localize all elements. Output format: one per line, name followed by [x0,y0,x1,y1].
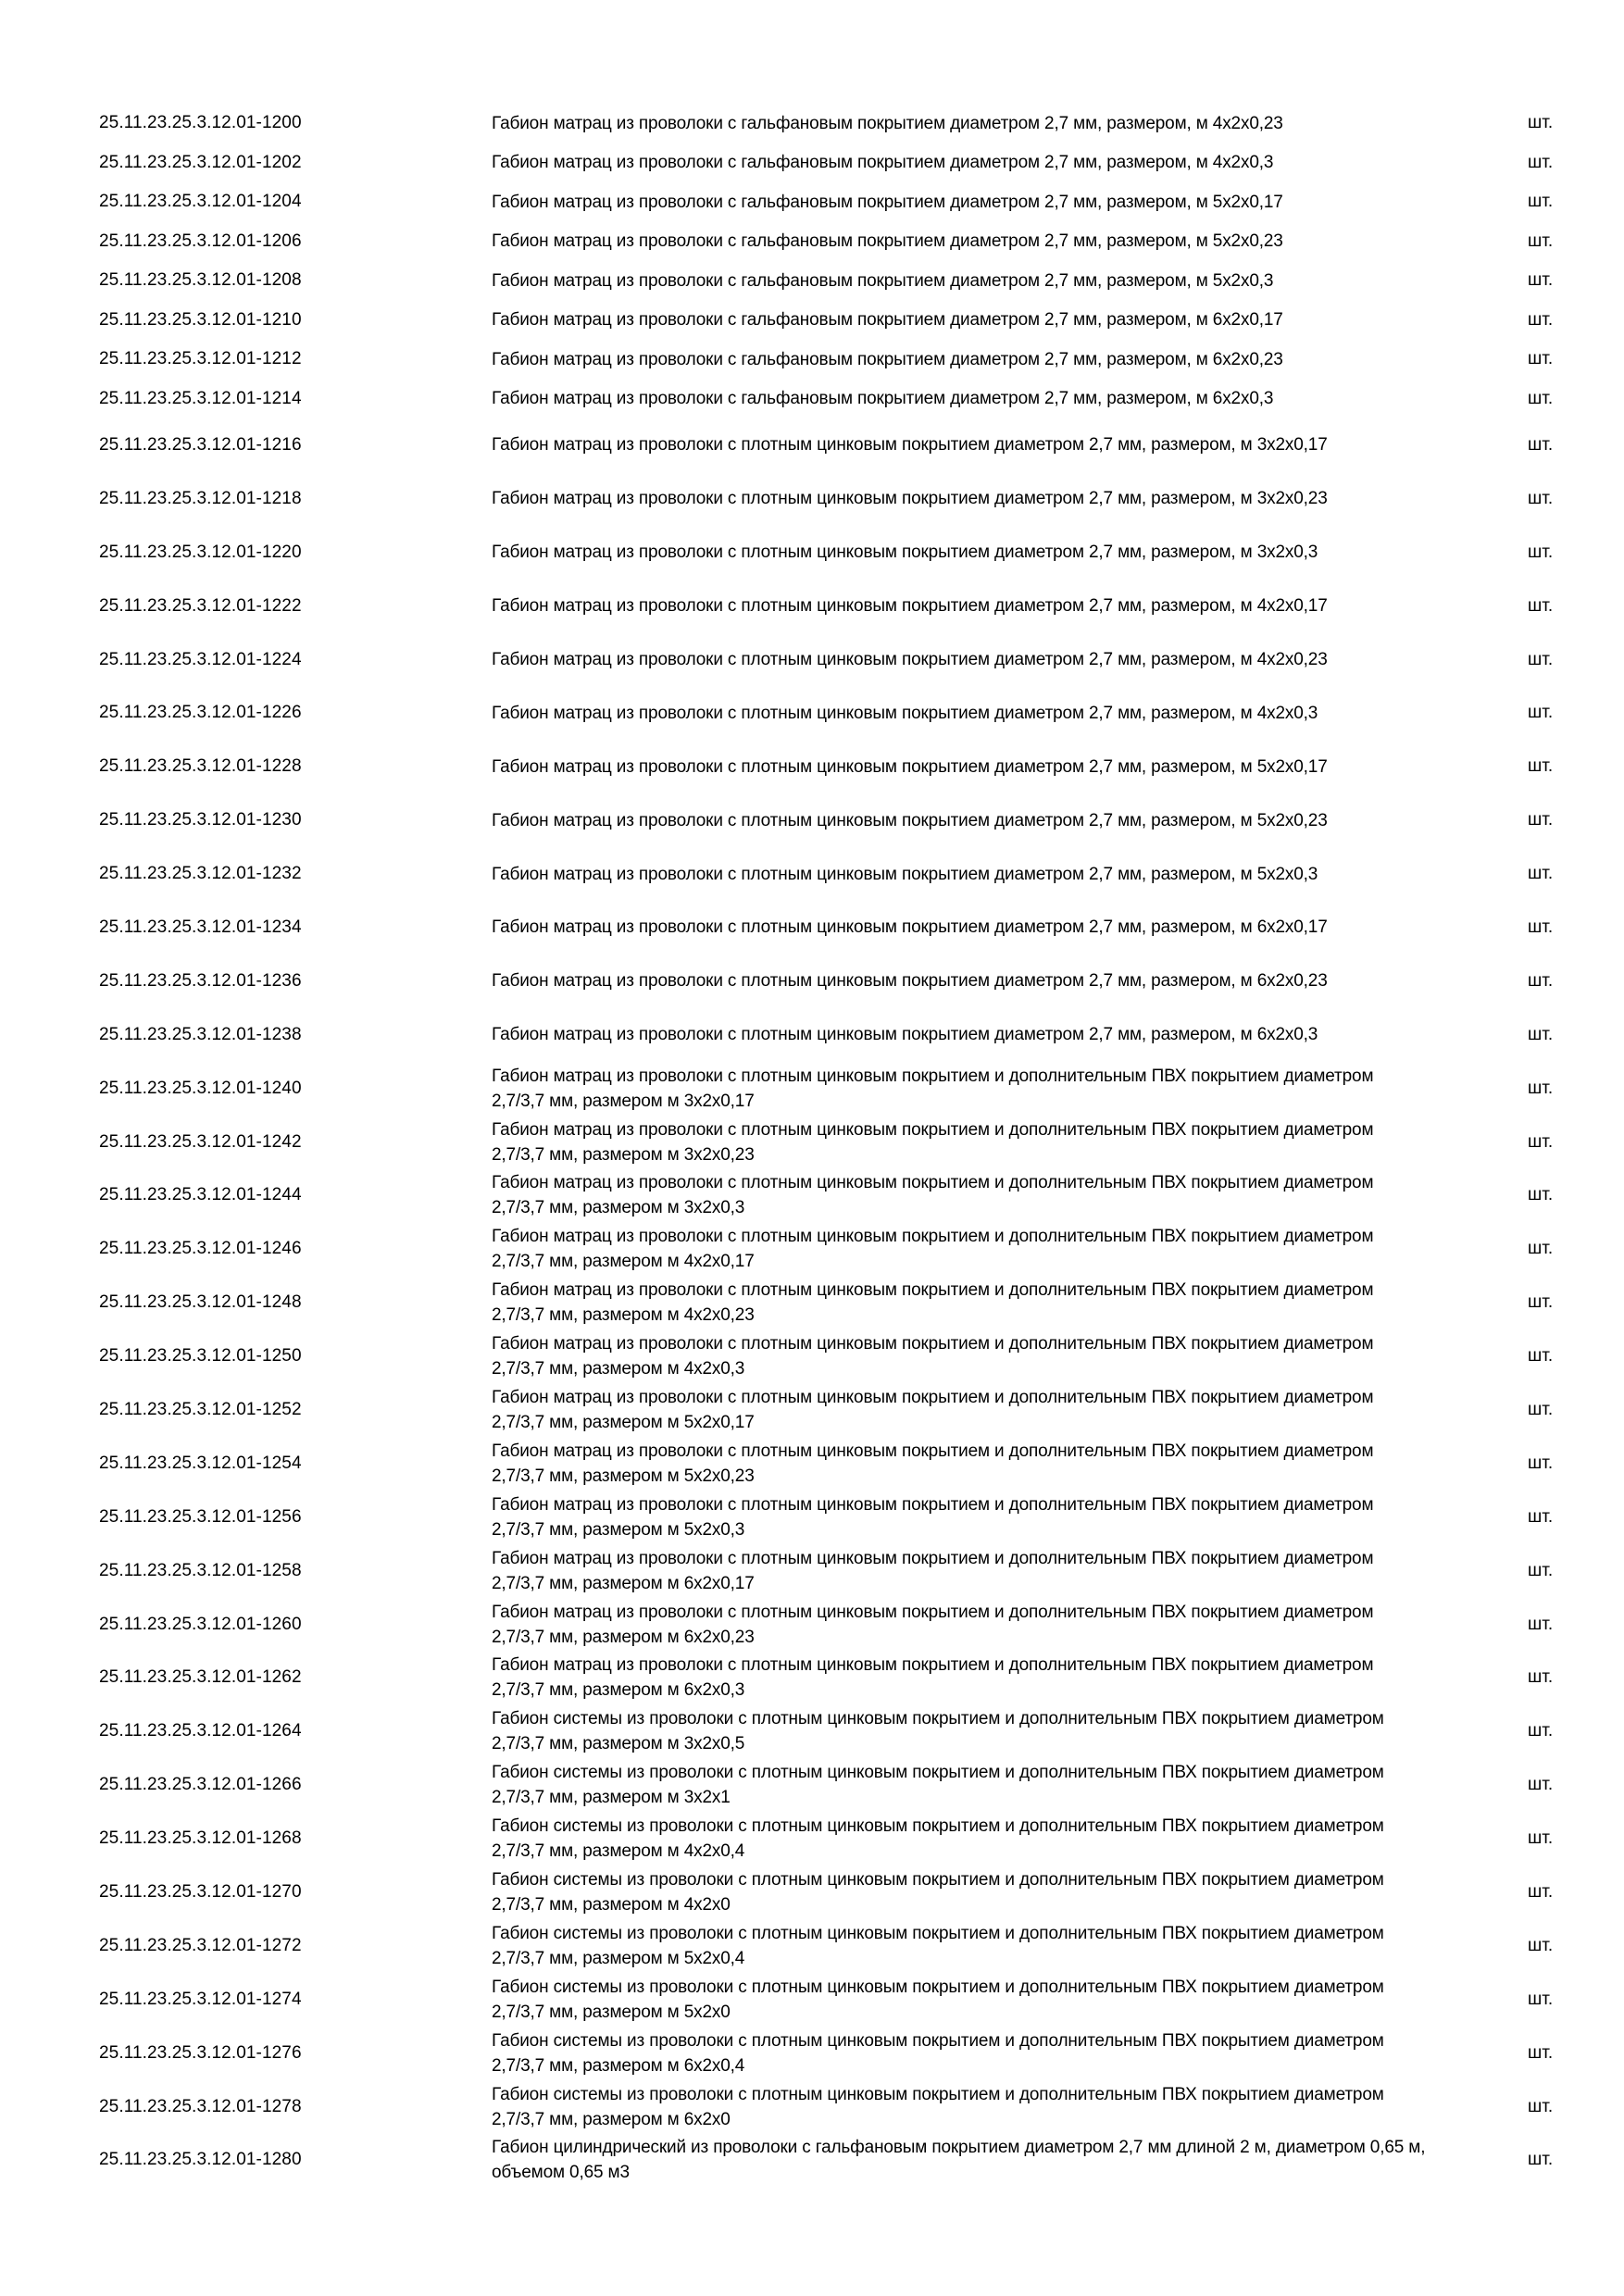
resource-code: 25.11.23.25.3.12.01-1274 [99,1989,302,2009]
unit-of-measure: шт. [1528,152,1554,172]
table-row [0,1704,1624,1758]
resource-description [492,1383,1427,1437]
resource-code: 25.11.23.25.3.12.01-1232 [99,864,302,884]
unit-of-measure: шт. [1528,2042,1554,2063]
resource-description [492,1008,1427,1062]
resource-description-text: Габион матрац из проволоки с гальфановым покрытием диаметром 2,7 мм, размером, м 5х2х0,23 [492,231,1283,252]
resource-description [492,686,1427,740]
unit-of-measure: шт. [1528,1078,1554,1098]
resource-description [492,222,1427,262]
resource-description [492,1651,1427,1704]
resource-description-text: Габион матрац из проволоки с плотным цинковым покрытием диаметром 2,7 мм, размером, м 3х2х0,3 [492,543,1318,563]
resource-description-text: Габион матрац из проволоки с плотным цинковым покрытием и дополнительным ПВХ покрытием диаметром 2,7/3,7 мм, размером м 6х2х0,23 [492,1602,1374,1647]
resource-description [492,1866,1427,1919]
resource-code: 25.11.23.25.3.12.01-1218 [99,488,302,508]
resource-code: 25.11.23.25.3.12.01-1248 [99,1292,302,1313]
unit-of-measure: шт. [1528,542,1554,562]
resource-description-text: Габион матрац из проволоки с плотным цинковым покрытием и дополнительным ПВХ покрытием диаметром 2,7/3,7 мм, размером м 3х2х0,3 [492,1173,1374,1218]
resource-description-text: Габион матрац из проволоки с гальфановым покрытием диаметром 2,7 мм, размером, м 6х2х0,17 [492,310,1283,331]
resource-description-text: Габион системы из проволоки с плотным цинковым покрытием и дополнительным ПВХ покрытием диаметром 2,7/3,7 мм, размером м 5х2х0 [492,1977,1384,2022]
unit-of-measure: шт. [1528,1185,1554,1205]
resource-code: 25.11.23.25.3.12.01-1256 [99,1506,302,1527]
unit-of-measure: шт. [1528,2150,1554,2170]
resource-code: 25.11.23.25.3.12.01-1270 [99,1881,302,1902]
unit-of-measure: шт. [1528,434,1554,455]
unit-of-measure: шт. [1528,864,1554,884]
resource-description-text: Габион системы из проволоки с плотным цинковым покрытием и дополнительным ПВХ покрытием диаметром 2,7/3,7 мм, размером м 6х2х0,4 [492,2030,1384,2076]
resource-description [492,1062,1427,1116]
table-row [0,222,1624,262]
resource-description-text: Габион матрац из проволоки с плотным цинковым покрытием диаметром 2,7 мм, размером, м 6х2х0,17 [492,917,1328,938]
resource-code: 25.11.23.25.3.12.01-1202 [99,152,302,172]
resource-code: 25.11.23.25.3.12.01-1278 [99,2096,302,2116]
resource-description-text: Габион матрац из проволоки с плотным цинковым покрытием и дополнительным ПВХ покрытием диаметром 2,7/3,7 мм, размером м 4х2х0,3 [492,1334,1374,1379]
resource-code: 25.11.23.25.3.12.01-1224 [99,649,302,669]
resource-code: 25.11.23.25.3.12.01-1262 [99,1667,302,1688]
resource-code: 25.11.23.25.3.12.01-1234 [99,917,302,937]
table-row [0,1758,1624,1812]
table-row [0,472,1624,526]
unit-of-measure: шт. [1528,1614,1554,1634]
resource-description-text: Габион матрац из проволоки с плотным цинковым покрытием и дополнительным ПВХ покрытием диаметром 2,7/3,7 мм, размером м 5х2х0,17 [492,1387,1374,1432]
resource-description [492,261,1427,301]
resource-description-text: Габион матрац из проволоки с плотным цинковым покрытием и дополнительным ПВХ покрытием диаметром 2,7/3,7 мм, размером м 5х2х0,23 [492,1441,1374,1486]
table-row [0,1491,1624,1544]
resource-description [492,1598,1427,1652]
table-row [0,1973,1624,2027]
resource-description [492,1544,1427,1598]
resource-description [492,633,1427,687]
resource-description-text: Габион матрац из проволоки с плотным цинковым покрытием диаметром 2,7 мм, размером, м 3х2х0,17 [492,435,1328,455]
resource-code: 25.11.23.25.3.12.01-1238 [99,1024,302,1044]
resource-description [492,1812,1427,1866]
unit-of-measure: шт. [1528,810,1554,830]
resource-description [492,1704,1427,1758]
resource-description [492,1758,1427,1812]
resource-description-text: Габион матрац из проволоки с плотным цинковым покрытием диаметром 2,7 мм, размером, м 6х2х0,23 [492,971,1328,992]
unit-of-measure: шт. [1528,970,1554,991]
table-row [0,847,1624,901]
resource-code: 25.11.23.25.3.12.01-1212 [99,349,302,369]
unit-of-measure: шт. [1528,192,1554,212]
resource-description [492,793,1427,847]
resource-description-text: Габион матрац из проволоки с гальфановым покрытием диаметром 2,7 мм, размером, м 5х2х0,3 [492,270,1274,291]
unit-of-measure: шт. [1528,1989,1554,2009]
unit-of-measure: шт. [1528,595,1554,616]
table-row [0,740,1624,793]
resource-description [492,144,1427,183]
table-row [0,1544,1624,1598]
table-row [0,1062,1624,1116]
unit-of-measure: шт. [1528,2096,1554,2116]
resource-description [492,340,1427,380]
table-row [0,418,1624,472]
resource-code: 25.11.23.25.3.12.01-1276 [99,2042,302,2063]
resource-description-text: Габион системы из проволоки с плотным цинковым покрытием и дополнительным ПВХ покрытием диаметром 2,7/3,7 мм, размером м 3х2х1 [492,1763,1384,1808]
unit-of-measure: шт. [1528,349,1554,369]
resource-description-text: Габион матрац из проволоки с плотным цинковым покрытием диаметром 2,7 мм, размером, м 5х2х0,17 [492,756,1328,777]
resource-description [492,1491,1427,1544]
resource-description [492,1222,1427,1276]
resource-code: 25.11.23.25.3.12.01-1236 [99,970,302,991]
resource-description [492,182,1427,222]
resource-description [492,955,1427,1008]
unit-of-measure: шт. [1528,1131,1554,1152]
resource-description [492,418,1427,472]
resource-description-text: Габион системы из проволоки с плотным цинковым покрытием и дополнительным ПВХ покрытием диаметром 2,7/3,7 мм, размером м 5х2х0,4 [492,1923,1384,1968]
resource-description [492,380,1427,419]
resource-code: 25.11.23.25.3.12.01-1244 [99,1185,302,1205]
resource-description-text: Габион матрац из проволоки с плотным цинковым покрытием диаметром 2,7 мм, размером, м 4х2х0,3 [492,703,1318,723]
table-row [0,686,1624,740]
unit-of-measure: шт. [1528,649,1554,669]
resource-code: 25.11.23.25.3.12.01-1226 [99,703,302,723]
resource-description-text: Габион матрац из проволоки с плотным цинковым покрытием и дополнительным ПВХ покрытием диаметром 2,7/3,7 мм, размером м 4х2х0,23 [492,1280,1374,1326]
table-row [0,380,1624,419]
table-row [0,1329,1624,1383]
table-row [0,2134,1624,2188]
resource-description-text: Габион матрац из проволоки с гальфановым покрытием диаметром 2,7 мм, размером, м 6х2х0,3 [492,389,1274,409]
unit-of-measure: шт. [1528,1506,1554,1527]
resource-code: 25.11.23.25.3.12.01-1268 [99,1828,302,1849]
resource-code: 25.11.23.25.3.12.01-1280 [99,2150,302,2170]
resource-code: 25.11.23.25.3.12.01-1222 [99,595,302,616]
resource-description-text: Габион матрац из проволоки с плотным цинковым покрытием диаметром 2,7 мм, размером, м 6х2х0,3 [492,1025,1318,1045]
resource-code: 25.11.23.25.3.12.01-1240 [99,1078,302,1098]
table-row [0,301,1624,341]
resource-description [492,1168,1427,1222]
resource-description [492,901,1427,955]
table-row [0,1168,1624,1222]
table-row [0,1812,1624,1866]
table-row [0,1919,1624,1973]
resource-description-text: Габион матрац из проволоки с плотным цинковым покрытием диаметром 2,7 мм, размером, м 3х2х0,23 [492,489,1328,509]
unit-of-measure: шт. [1528,1935,1554,1955]
table-row [0,901,1624,955]
unit-of-measure: шт. [1528,1775,1554,1795]
resource-description [492,472,1427,526]
resource-description-text: Габион системы из проволоки с плотным цинковым покрытием и дополнительным ПВХ покрытием диаметром 2,7/3,7 мм, размером м 4х2х0 [492,1869,1384,1915]
unit-of-measure: шт. [1528,1399,1554,1419]
table-row [0,1276,1624,1329]
resource-description [492,1437,1427,1491]
unit-of-measure: шт. [1528,917,1554,937]
resource-description-text: Габион матрац из проволоки с гальфановым покрытием диаметром 2,7 мм, размером, м 4х2х0,3 [492,153,1274,173]
resource-description-text: Габион матрац из проволоки с гальфановым покрытием диаметром 2,7 мм, размером, м 4х2х0,23 [492,113,1283,133]
resource-description-text: Габион матрац из проволоки с плотным цинковым покрытием диаметром 2,7 мм, размером, м 4х2х0,17 [492,596,1328,617]
unit-of-measure: шт. [1528,756,1554,777]
resource-code: 25.11.23.25.3.12.01-1254 [99,1453,302,1473]
resource-code: 25.11.23.25.3.12.01-1252 [99,1399,302,1419]
table-row [0,104,1624,144]
resource-description-text: Габион матрац из проволоки с плотным цинковым покрытием диаметром 2,7 мм, размером, м 5х2х0,23 [492,810,1328,830]
unit-of-measure: шт. [1528,309,1554,330]
table-row [0,580,1624,633]
resource-description [492,1329,1427,1383]
table-row [0,1116,1624,1169]
table-row [0,526,1624,580]
resource-description [492,1919,1427,1973]
resource-description-text: Габион матрац из проволоки с гальфановым покрытием диаметром 2,7 мм, размером, м 5х2х0,17 [492,192,1283,212]
resource-description-text: Габион матрац из проволоки с плотным цинковым покрытием и дополнительным ПВХ покрытием диаметром 2,7/3,7 мм, размером м 6х2х0,3 [492,1655,1374,1701]
resource-code: 25.11.23.25.3.12.01-1260 [99,1614,302,1634]
unit-of-measure: шт. [1528,1024,1554,1044]
resource-code: 25.11.23.25.3.12.01-1200 [99,113,302,133]
table-row [0,633,1624,687]
price-list-table [0,104,1624,2187]
table-row [0,1008,1624,1062]
resource-code: 25.11.23.25.3.12.01-1220 [99,542,302,562]
resource-description [492,1276,1427,1329]
table-row [0,793,1624,847]
resource-description-text: Габион системы из проволоки с плотным цинковым покрытием и дополнительным ПВХ покрытием диаметром 2,7/3,7 мм, размером м 4х2х0,4 [492,1816,1384,1862]
unit-of-measure: шт. [1528,231,1554,251]
resource-code: 25.11.23.25.3.12.01-1214 [99,388,302,408]
resource-description [492,301,1427,341]
table-row [0,1651,1624,1704]
unit-of-measure: шт. [1528,1721,1554,1741]
resource-description [492,526,1427,580]
unit-of-measure: шт. [1528,1453,1554,1473]
resource-description [492,2027,1427,2080]
resource-code: 25.11.23.25.3.12.01-1266 [99,1775,302,1795]
resource-description-text: Габион матрац из проволоки с плотным цинковым покрытием и дополнительным ПВХ покрытием диаметром 2,7/3,7 мм, размером м 6х2х0,17 [492,1548,1374,1593]
table-row [0,261,1624,301]
table-row [0,1598,1624,1652]
unit-of-measure: шт. [1528,488,1554,508]
resource-description [492,847,1427,901]
resource-description [492,2080,1427,2134]
unit-of-measure: шт. [1528,113,1554,133]
resource-code: 25.11.23.25.3.12.01-1210 [99,309,302,330]
resource-code: 25.11.23.25.3.12.01-1242 [99,1131,302,1152]
table-row [0,1222,1624,1276]
table-row [0,955,1624,1008]
resource-code: 25.11.23.25.3.12.01-1264 [99,1721,302,1741]
resource-description [492,1116,1427,1169]
resource-description-text: Габион матрац из проволоки с плотным цинковым покрытием и дополнительным ПВХ покрытием диаметром 2,7/3,7 мм, размером м 3х2х0,23 [492,1119,1374,1165]
unit-of-measure: шт. [1528,1560,1554,1580]
resource-description [492,104,1427,144]
resource-description-text: Габион матрац из проволоки с гальфановым покрытием диаметром 2,7 мм, размером, м 6х2х0,23 [492,349,1283,369]
unit-of-measure: шт. [1528,1828,1554,1849]
resource-description-text: Габион матрац из проволоки с плотным цинковым покрытием диаметром 2,7 мм, размером, м 5х2х0,3 [492,864,1318,884]
table-row [0,144,1624,183]
unit-of-measure: шт. [1528,1292,1554,1313]
resource-description-text: Габион матрац из проволоки с плотным цинковым покрытием и дополнительным ПВХ покрытием диаметром 2,7/3,7 мм, размером м 4х2х0,17 [492,1227,1374,1272]
resource-description-text: Габион матрац из проволоки с плотным цинковым покрытием и дополнительным ПВХ покрытием диаметром 2,7/3,7 мм, размером м 5х2х0,3 [492,1494,1374,1540]
resource-code: 25.11.23.25.3.12.01-1216 [99,434,302,455]
resource-description-text: Габион матрац из проволоки с плотным цинковым покрытием диаметром 2,7 мм, размером, м 4х2х0,23 [492,650,1328,669]
table-row [0,340,1624,380]
resource-code: 25.11.23.25.3.12.01-1208 [99,270,302,291]
table-row [0,1383,1624,1437]
unit-of-measure: шт. [1528,1346,1554,1366]
resource-code: 25.11.23.25.3.12.01-1230 [99,810,302,830]
unit-of-measure: шт. [1528,270,1554,291]
resource-description [492,580,1427,633]
resource-code: 25.11.23.25.3.12.01-1204 [99,192,302,212]
table-row [0,2080,1624,2134]
unit-of-measure: шт. [1528,703,1554,723]
resource-description-text: Габион системы из проволоки с плотным цинковым покрытием и дополнительным ПВХ покрытием диаметром 2,7/3,7 мм, размером м 6х2х0 [492,2084,1384,2129]
unit-of-measure: шт. [1528,388,1554,408]
table-row [0,182,1624,222]
resource-code: 25.11.23.25.3.12.01-1250 [99,1346,302,1366]
resource-code: 25.11.23.25.3.12.01-1228 [99,756,302,777]
resource-code: 25.11.23.25.3.12.01-1206 [99,231,302,251]
resource-code: 25.11.23.25.3.12.01-1258 [99,1560,302,1580]
resource-code: 25.11.23.25.3.12.01-1246 [99,1239,302,1259]
resource-description [492,1973,1427,2027]
resource-code: 25.11.23.25.3.12.01-1272 [99,1935,302,1955]
resource-description [492,740,1427,793]
resource-description [492,2134,1427,2188]
table-row [0,1866,1624,1919]
resource-description-text: Габион матрац из проволоки с плотным цинковым покрытием и дополнительным ПВХ покрытием диаметром 2,7/3,7 мм, размером м 3х2х0,17 [492,1066,1374,1111]
unit-of-measure: шт. [1528,1239,1554,1259]
resource-description-text: Габион системы из проволоки с плотным цинковым покрытием и дополнительным ПВХ покрытием диаметром 2,7/3,7 мм, размером м 3х2х0,5 [492,1709,1384,1754]
unit-of-measure: шт. [1528,1881,1554,1902]
table-row [0,2027,1624,2080]
resource-description-text: Габион цилиндрический из проволоки с гальфановым покрытием диаметром 2,7 мм длиной 2 м, диаметром 0,65 м, объемом 0,65 м3 [492,2138,1426,2183]
table-row [0,1437,1624,1491]
unit-of-measure: шт. [1528,1667,1554,1688]
